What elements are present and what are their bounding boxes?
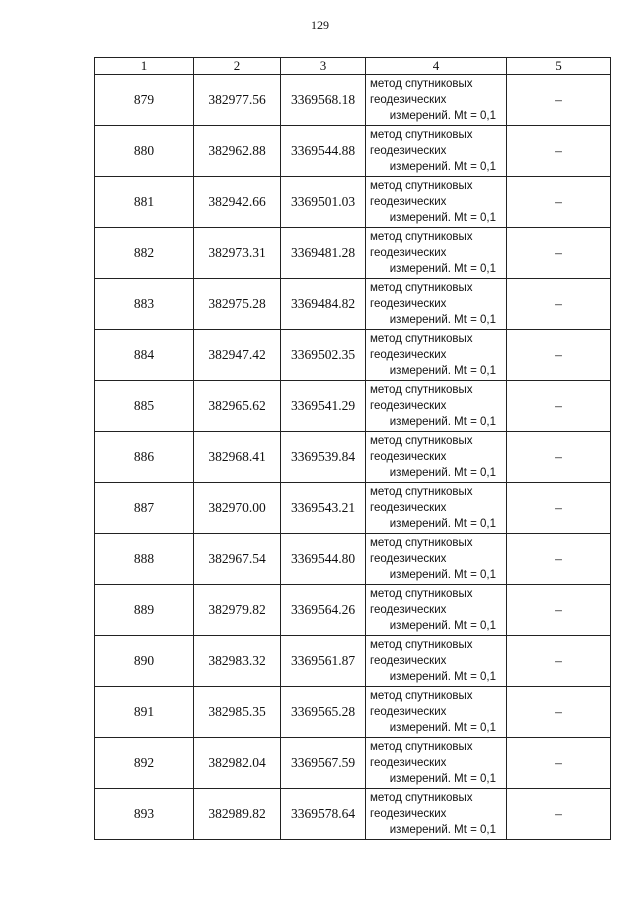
method-line: метод спутниковых: [370, 231, 473, 243]
table-row: [95, 432, 611, 483]
method-cell: [366, 279, 507, 330]
table-row: [95, 228, 611, 279]
method-line: измерений. Mt = 0,1: [389, 671, 496, 683]
x-coordinate-cell: 382965.62: [194, 381, 281, 432]
y-coordinate-cell: 3369544.80: [281, 534, 366, 585]
point-number-cell: 881: [95, 177, 194, 228]
point-number-cell: 888: [95, 534, 194, 585]
method-line: метод спутниковых: [370, 129, 473, 141]
point-number-cell: 892: [95, 738, 194, 789]
note-cell: –: [507, 585, 611, 636]
method-line: измерений. Mt = 0,1: [389, 518, 496, 530]
note-cell: –: [507, 687, 611, 738]
method-line: метод спутниковых: [370, 333, 473, 345]
note-cell: –: [507, 432, 611, 483]
note-cell: –: [507, 126, 611, 177]
method-line: геодезических: [370, 94, 447, 106]
y-coordinate-cell: 3369501.03: [281, 177, 366, 228]
page-number: 129: [311, 18, 329, 32]
x-coordinate-cell: 382947.42: [194, 330, 281, 381]
method-line: метод спутниковых: [370, 588, 473, 600]
point-number-cell: 885: [95, 381, 194, 432]
note-cell: –: [507, 330, 611, 381]
method-cell: [366, 738, 507, 789]
x-coordinate-cell: 382968.41: [194, 432, 281, 483]
method-line: геодезических: [370, 451, 447, 463]
point-number-cell: 883: [95, 279, 194, 330]
point-number-cell: 880: [95, 126, 194, 177]
method-line: измерений. Mt = 0,1: [389, 365, 496, 377]
method-cell: [366, 228, 507, 279]
table-row: [95, 534, 611, 585]
note-cell: –: [507, 636, 611, 687]
method-line: метод спутниковых: [370, 690, 473, 702]
note-cell: –: [507, 228, 611, 279]
method-cell: [366, 381, 507, 432]
x-coordinate-cell: 382942.66: [194, 177, 281, 228]
method-line: геодезических: [370, 655, 447, 667]
method-line: измерений. Mt = 0,1: [389, 824, 496, 836]
method-line: измерений. Mt = 0,1: [389, 722, 496, 734]
point-number-cell: 879: [95, 75, 194, 126]
note-cell: –: [507, 177, 611, 228]
method-line: геодезических: [370, 196, 447, 208]
method-line: геодезических: [370, 757, 447, 769]
point-number-cell: 890: [95, 636, 194, 687]
method-cell: [366, 432, 507, 483]
column-header-4: 4: [366, 58, 507, 75]
method-cell: [366, 636, 507, 687]
y-coordinate-cell: 3369578.64: [281, 789, 366, 840]
point-number-cell: 889: [95, 585, 194, 636]
method-line: измерений. Mt = 0,1: [389, 467, 496, 479]
method-line: метод спутниковых: [370, 282, 473, 294]
x-coordinate-cell: 382979.82: [194, 585, 281, 636]
method-line: геодезических: [370, 502, 447, 514]
table-row: [95, 381, 611, 432]
note-cell: –: [507, 534, 611, 585]
table-row: [95, 75, 611, 126]
note-cell: –: [507, 738, 611, 789]
note-cell: –: [507, 75, 611, 126]
method-cell: [366, 534, 507, 585]
table-row: [95, 585, 611, 636]
method-line: геодезических: [370, 706, 447, 718]
method-line: метод спутниковых: [370, 741, 473, 753]
method-cell: [366, 75, 507, 126]
y-coordinate-cell: 3369541.29: [281, 381, 366, 432]
method-cell: [366, 330, 507, 381]
table-row: [95, 789, 611, 840]
y-coordinate-cell: 3369544.88: [281, 126, 366, 177]
y-coordinate-cell: 3369565.28: [281, 687, 366, 738]
method-line: измерений. Mt = 0,1: [389, 569, 496, 581]
table-row: [95, 483, 611, 534]
method-cell: [366, 687, 507, 738]
y-coordinate-cell: 3369484.82: [281, 279, 366, 330]
method-line: метод спутниковых: [370, 78, 473, 90]
point-number-cell: 882: [95, 228, 194, 279]
y-coordinate-cell: 3369543.21: [281, 483, 366, 534]
method-line: геодезических: [370, 145, 447, 157]
note-cell: –: [507, 483, 611, 534]
method-line: метод спутниковых: [370, 435, 473, 447]
point-number-cell: 893: [95, 789, 194, 840]
table-row: [95, 687, 611, 738]
note-cell: –: [507, 789, 611, 840]
method-line: измерений. Mt = 0,1: [389, 161, 496, 173]
method-cell: [366, 483, 507, 534]
x-coordinate-cell: 382975.28: [194, 279, 281, 330]
y-coordinate-cell: 3369481.28: [281, 228, 366, 279]
point-number-cell: 887: [95, 483, 194, 534]
method-line: геодезических: [370, 400, 447, 412]
method-line: метод спутниковых: [370, 486, 473, 498]
method-line: измерений. Mt = 0,1: [389, 110, 496, 122]
x-coordinate-cell: 382973.31: [194, 228, 281, 279]
point-number-cell: 891: [95, 687, 194, 738]
y-coordinate-cell: 3369561.87: [281, 636, 366, 687]
x-coordinate-cell: 382970.00: [194, 483, 281, 534]
x-coordinate-cell: 382983.32: [194, 636, 281, 687]
method-line: геодезических: [370, 349, 447, 361]
column-header-5: 5: [507, 58, 611, 75]
method-line: метод спутниковых: [370, 537, 473, 549]
table-row: [95, 330, 611, 381]
x-coordinate-cell: 382962.88: [194, 126, 281, 177]
method-cell: [366, 789, 507, 840]
method-line: измерений. Mt = 0,1: [389, 212, 496, 224]
method-line: метод спутниковых: [370, 384, 473, 396]
method-cell: [366, 177, 507, 228]
table-body: [95, 75, 611, 840]
x-coordinate-cell: 382967.54: [194, 534, 281, 585]
method-line: геодезических: [370, 298, 447, 310]
method-line: геодезических: [370, 247, 447, 259]
y-coordinate-cell: 3369502.35: [281, 330, 366, 381]
x-coordinate-cell: 382989.82: [194, 789, 281, 840]
x-coordinate-cell: 382985.35: [194, 687, 281, 738]
table-row: [95, 738, 611, 789]
table-row: [95, 177, 611, 228]
note-cell: –: [507, 381, 611, 432]
table-row: [95, 126, 611, 177]
method-cell: [366, 126, 507, 177]
method-cell: [366, 585, 507, 636]
method-line: метод спутниковых: [370, 792, 473, 804]
method-line: метод спутниковых: [370, 180, 473, 192]
method-line: измерений. Mt = 0,1: [389, 416, 496, 428]
y-coordinate-cell: 3369568.18: [281, 75, 366, 126]
method-line: геодезических: [370, 604, 447, 616]
method-line: геодезических: [370, 553, 447, 565]
point-number-cell: 884: [95, 330, 194, 381]
coordinates-table: [94, 57, 611, 840]
method-line: измерений. Mt = 0,1: [389, 314, 496, 326]
table-row: [95, 279, 611, 330]
method-line: геодезических: [370, 808, 447, 820]
y-coordinate-cell: 3369564.26: [281, 585, 366, 636]
x-coordinate-cell: 382982.04: [194, 738, 281, 789]
table-header-row: [95, 58, 611, 75]
x-coordinate-cell: 382977.56: [194, 75, 281, 126]
method-line: измерений. Mt = 0,1: [389, 773, 496, 785]
column-header-1: 1: [95, 58, 194, 75]
note-cell: –: [507, 279, 611, 330]
y-coordinate-cell: 3369539.84: [281, 432, 366, 483]
method-line: измерений. Mt = 0,1: [389, 263, 496, 275]
y-coordinate-cell: 3369567.59: [281, 738, 366, 789]
method-line: измерений. Mt = 0,1: [389, 620, 496, 632]
table-row: [95, 636, 611, 687]
column-header-2: 2: [194, 58, 281, 75]
method-line: метод спутниковых: [370, 639, 473, 651]
column-header-3: 3: [281, 58, 366, 75]
point-number-cell: 886: [95, 432, 194, 483]
